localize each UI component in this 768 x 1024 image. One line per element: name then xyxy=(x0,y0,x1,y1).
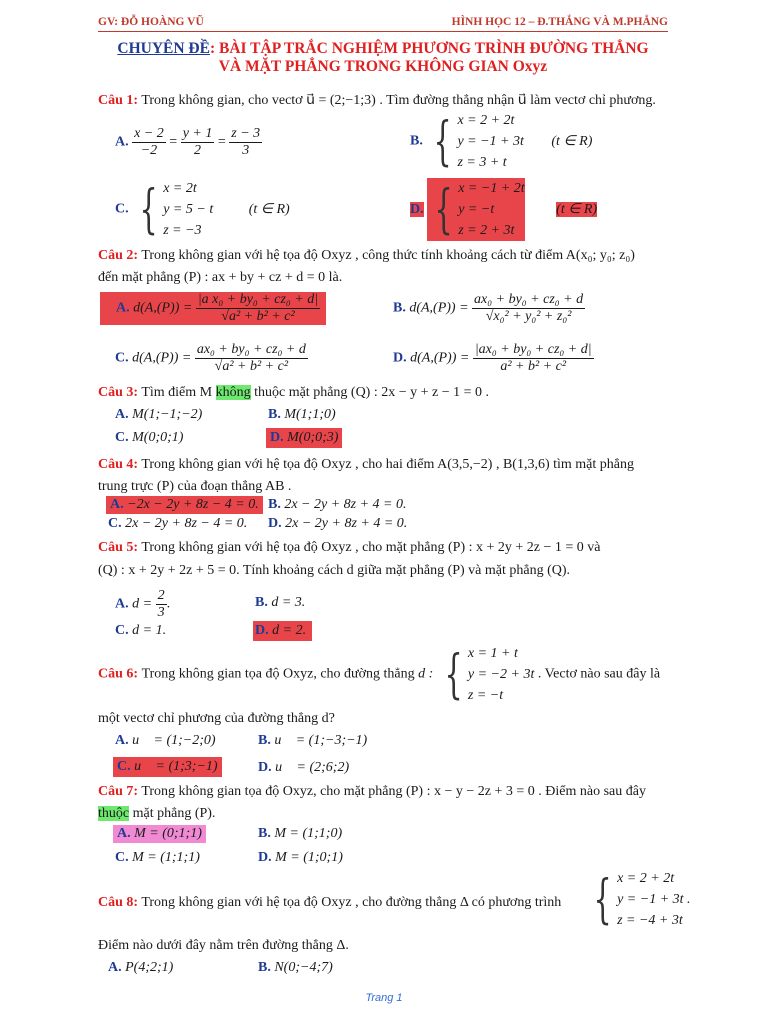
q7-option-b[interactable]: B. M = (1;1;0) xyxy=(258,826,343,841)
question-6: Câu 6: Trong không gian tọa độ Oxyz, cho đường thẳng d : { x = 1 + t y = −2 + 3t z = −t . Vectơ nào sau đây là xyxy=(98,644,661,705)
question-2: Câu 2: Trong không gian với hệ tọa độ Oxyz , công thức tính khoảng cách từ điểm A(x₀; y₀; z₀) xyxy=(98,248,635,263)
q2-option-d[interactable]: D. d(A,(P)) = $\frac{\text{|ax₀ + by₀ + cz₀ + d|}}{\text{a² + b² + c²}}$ xyxy=(393,342,592,374)
q3-option-d[interactable]: D. M(0;0;3) xyxy=(266,428,342,448)
page-title xyxy=(98,40,668,58)
q2-option-a[interactable]: A. d(A,(P)) = $\frac{\text{|a x₀ + by₀ + cz₀ + d|}}{\text{√a² + b² + c²}}$ xyxy=(100,292,326,325)
q4-option-c[interactable]: C. 2x − 2y + 8z − 4 = 0. xyxy=(108,516,248,531)
q4-option-d[interactable]: D. 2x − 2y + 8z + 4 = 0. xyxy=(268,516,408,531)
question-7-line2: thuộc mặt phẳng (P). xyxy=(98,806,216,821)
q8-option-b[interactable]: B. N(0;−4;7) xyxy=(258,960,333,975)
title-prefix: CHUYÊN ĐỀ xyxy=(117,40,210,57)
question-4-line2: trung trực (P) của đoạn thẳng AB . xyxy=(98,479,292,494)
question-8-line2: Điểm nào dưới đây nằm trên đường thẳng Δ. xyxy=(98,938,349,953)
q2-option-c[interactable]: C. d(A,(P)) = $\frac{\text{ax₀ + by₀ + cz₀ + d}}{\text{√a² + b² + c²}}$ xyxy=(115,342,306,374)
title-line1: : BÀI TẬP TRẮC NGHIỆM PHƯƠNG TRÌNH ĐƯỜNG THẲNG xyxy=(209,40,649,57)
header-author: GV: ĐỖ HOÀNG VŨ xyxy=(98,16,204,28)
question-5: Câu 5: Trong không gian với hệ tọa độ Oxyz , cho mặt phẳng (P) : x + 2y + 2z − 1 = 0 và xyxy=(98,540,601,555)
q3-option-b[interactable]: B. M(1;1;0) xyxy=(268,407,336,422)
highlight-khong: không xyxy=(215,385,251,400)
q7-option-c[interactable]: C. M = (1;1;1) xyxy=(115,850,200,865)
question-label: Câu 1: xyxy=(98,93,139,108)
highlight-thuoc: thuộc xyxy=(98,806,130,821)
q1-option-c[interactable]: C. { x = 2t y = 5 − t z = −3 (t ∈ R) xyxy=(115,179,290,240)
q3-option-a[interactable]: A. M(1;−1;−2) xyxy=(115,407,203,422)
q6-option-c[interactable]: C. u⃗ = (1;3;−1) xyxy=(113,757,222,777)
q7-option-a[interactable]: A. M = (0;1;1) xyxy=(113,825,206,843)
q4-option-a[interactable]: A. −2x − 2y + 8z − 4 = 0. xyxy=(106,496,263,514)
q6-option-b[interactable]: B. u⃗ = (1;−3;−1) xyxy=(258,733,368,748)
q1-option-d[interactable]: D. { x = −1 + 2t y = −t z = 2 + 3t (t ∈ R) xyxy=(410,179,598,240)
question-5-line2: (Q) : x + 2y + 2z + 5 = 0. Tính khoảng cách d giữa mặt phẳng (P) và mặt phẳng (Q). xyxy=(98,563,571,578)
q8-system: { x = 2 + 2t y = −1 + 3t . z = −4 + 3t xyxy=(593,869,691,930)
q5-option-a[interactable]: A. d = $\frac{2}{3}$ . xyxy=(115,588,171,620)
page-title-line2: VÀ MẶT PHẲNG TRONG KHÔNG GIAN Oxyz xyxy=(218,58,548,75)
q5-option-c[interactable]: C. d = 1. xyxy=(115,623,167,638)
header-divider xyxy=(98,31,668,32)
q8-option-a[interactable]: A. P(4;2;1) xyxy=(108,960,174,975)
question-4: Câu 4: Trong không gian với hệ tọa độ Oxyz , cho hai điểm A(3,5,−2) , B(1,3,6) tìm mặt phẳng xyxy=(98,457,634,472)
q5-option-b[interactable]: B. d = 3. xyxy=(255,595,306,610)
question-8: Câu 8: Trong không gian với hệ tọa độ Oxyz , cho đường thẳng Δ có phương trình xyxy=(98,895,562,910)
page-number: Trang 1 xyxy=(365,992,403,1004)
q7-option-d[interactable]: D. M = (1;0;1) xyxy=(258,850,343,865)
q4-option-b[interactable]: B. 2x − 2y + 8z + 4 = 0. xyxy=(268,497,407,512)
q3-option-c[interactable]: C. M(0;0;1) xyxy=(115,430,184,445)
q5-option-d[interactable]: D. d = 2. xyxy=(253,621,312,641)
header-course: HÌNH HỌC 12 – Đ.THẮNG VÀ M.PHẲNG xyxy=(451,16,668,28)
q6-option-a[interactable]: A. u⃗ = (1;−2;0) xyxy=(115,733,216,748)
q2-option-b[interactable]: B. d(A,(P)) = $\frac{\text{ax₀ + by₀ + cz₀ + d}}{\text{√x₀² + y₀² + z₀²}}$ xyxy=(393,292,584,324)
question-2-line2: đến mặt phẳng (P) : ax + by + cz + d = 0 là. xyxy=(98,270,343,285)
q6-option-d[interactable]: D. u⃗ = (2;6;2) xyxy=(258,760,350,775)
q1-option-b[interactable]: B. { x = 2 + 2t y = −1 + 3t z = 3 + t (t ∈ R) xyxy=(410,111,593,172)
question-1 xyxy=(98,92,656,109)
question-3: Câu 3: Tìm điểm M không thuộc mặt phẳng (Q) : 2x − y + z − 1 = 0 . xyxy=(98,385,490,400)
question-text: Trong không gian, cho vectơ u⃗ = (2;−1;3) . Tìm đường thẳng nhận u⃗ làm vectơ chỉ phương. xyxy=(141,93,656,108)
question-7: Câu 7: Trong không gian tọa độ Oxyz, cho mặt phẳng (P) : x − y − 2z + 3 = 0 . Điểm nào sau đây xyxy=(98,784,646,799)
q1-option-a[interactable]: A. $\frac{x - 2}{-2}$ = $\frac{y + 1}{2}$ = $\frac{z - 3}{3}$ xyxy=(115,126,261,158)
question-6-line2: một vectơ chỉ phương của đường thẳng d? xyxy=(98,711,335,726)
